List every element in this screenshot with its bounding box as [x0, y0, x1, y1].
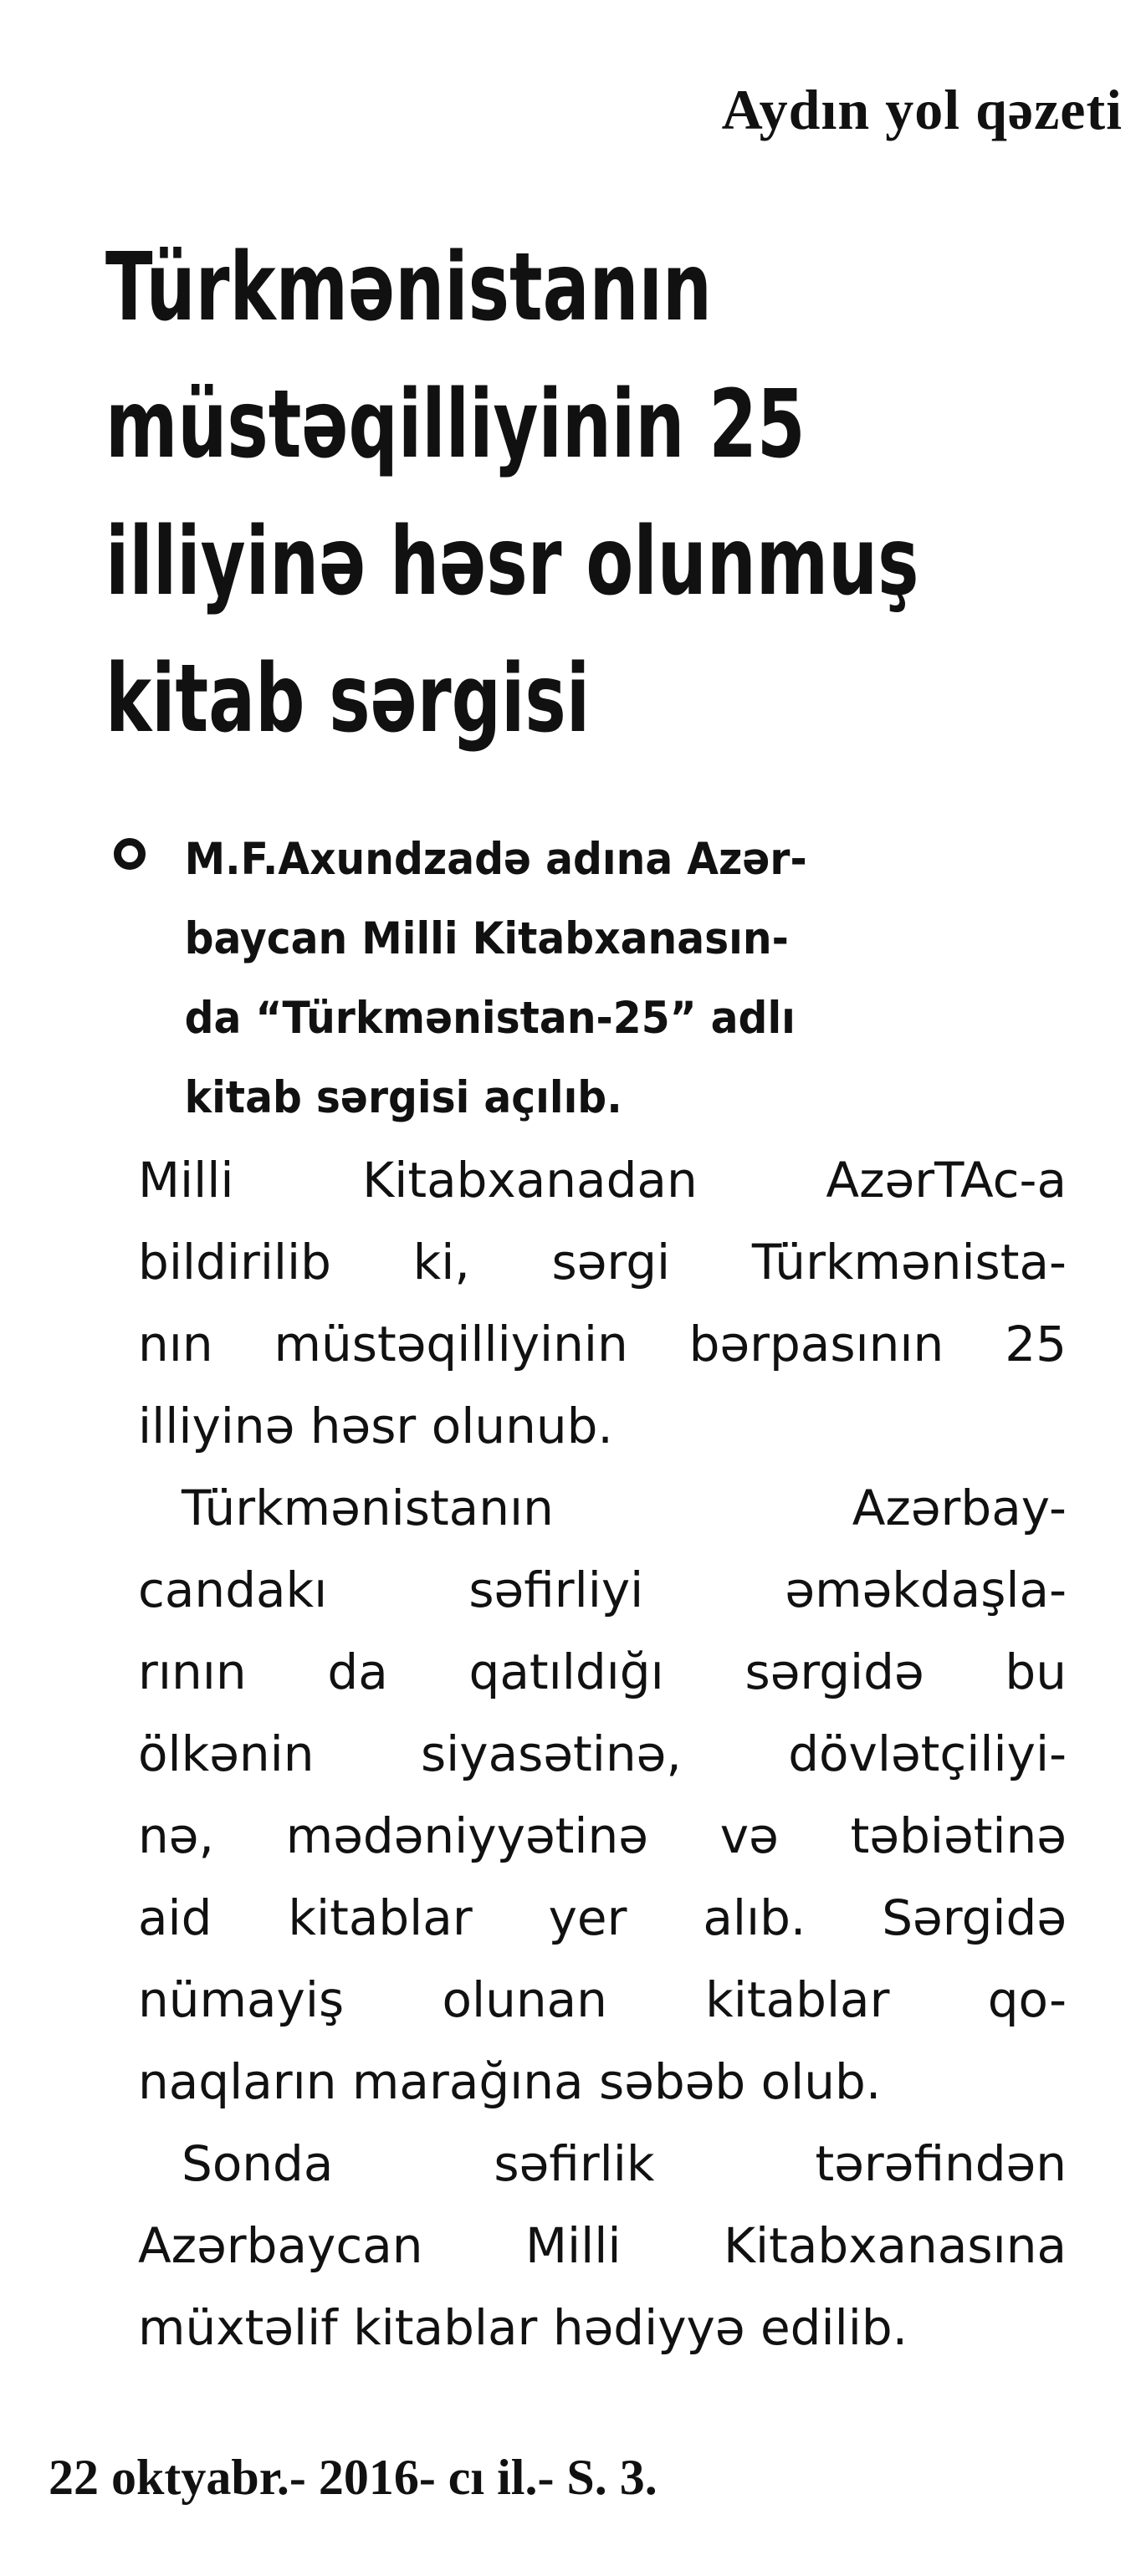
body-line: illiyinə həsr olunub. — [138, 1398, 613, 1454]
body-line: naqların marağına səbəb olub. — [138, 2053, 882, 2110]
body-line: bildirilib ki, sərgi Türkmənista- — [138, 1234, 1067, 1291]
body-line: nümayiş olunan kitablar qo- — [138, 1971, 1067, 2028]
lead-line: M.F.Axundzadə adına Azər- — [184, 834, 807, 885]
newspaper-name: Aydın yol qəzeti — [721, 78, 1123, 141]
headline-line: illiyinə həsr olunmuş — [105, 508, 919, 616]
headline-line: müstəqilliyinin 25 — [105, 371, 806, 479]
body-line: Sonda səfirlik tərəfindən — [182, 2135, 1067, 2192]
article-body — [138, 1139, 1067, 2369]
headline-line: kitab sərgisi — [105, 645, 591, 754]
headline-line: Türkmənistanın — [105, 233, 712, 342]
body-line: rının da qatıldığı sərgidə bu — [138, 1643, 1067, 1700]
body-line: nə, mədəniyyətinə və təbiətinə — [138, 1807, 1067, 1864]
body-paragraph-2 — [138, 1467, 1067, 2123]
body-line: Türkmənistanın Azərbay- — [182, 1480, 1067, 1536]
body-line: ölkənin siyasətinə, dövlətçiliyi- — [138, 1725, 1067, 1782]
body-line: nın müstəqilliyinin bərpasının 25 — [138, 1316, 1067, 1372]
body-line: candakı səfirliyi əməkdaşla- — [138, 1561, 1067, 1618]
lead-line: baycan Milli Kitabxanasın- — [184, 913, 789, 964]
publication-dateline: 22 oktyabr.- 2016- cı il.- S. 3. — [49, 2450, 657, 2505]
body-line: Azərbaycan Milli Kitabxanasına — [138, 2217, 1067, 2274]
lead-line: da “Türkmənistan-25” adlı — [184, 993, 796, 1044]
body-line: müxtəlif kitablar hədiyyə edilib. — [138, 2299, 908, 2356]
body-paragraph-1 — [138, 1139, 1067, 1467]
lead-line: kitab sərgisi açılıb. — [184, 1072, 622, 1123]
article-headline — [105, 219, 919, 768]
body-line: aid kitablar yer alıb. Sərgidə — [138, 1889, 1067, 1946]
article-lead — [114, 820, 1076, 1137]
lead-text — [114, 820, 999, 1137]
body-line: Milli Kitabxanadan AzərTAc-a — [138, 1152, 1067, 1209]
body-paragraph-3 — [138, 2123, 1067, 2369]
